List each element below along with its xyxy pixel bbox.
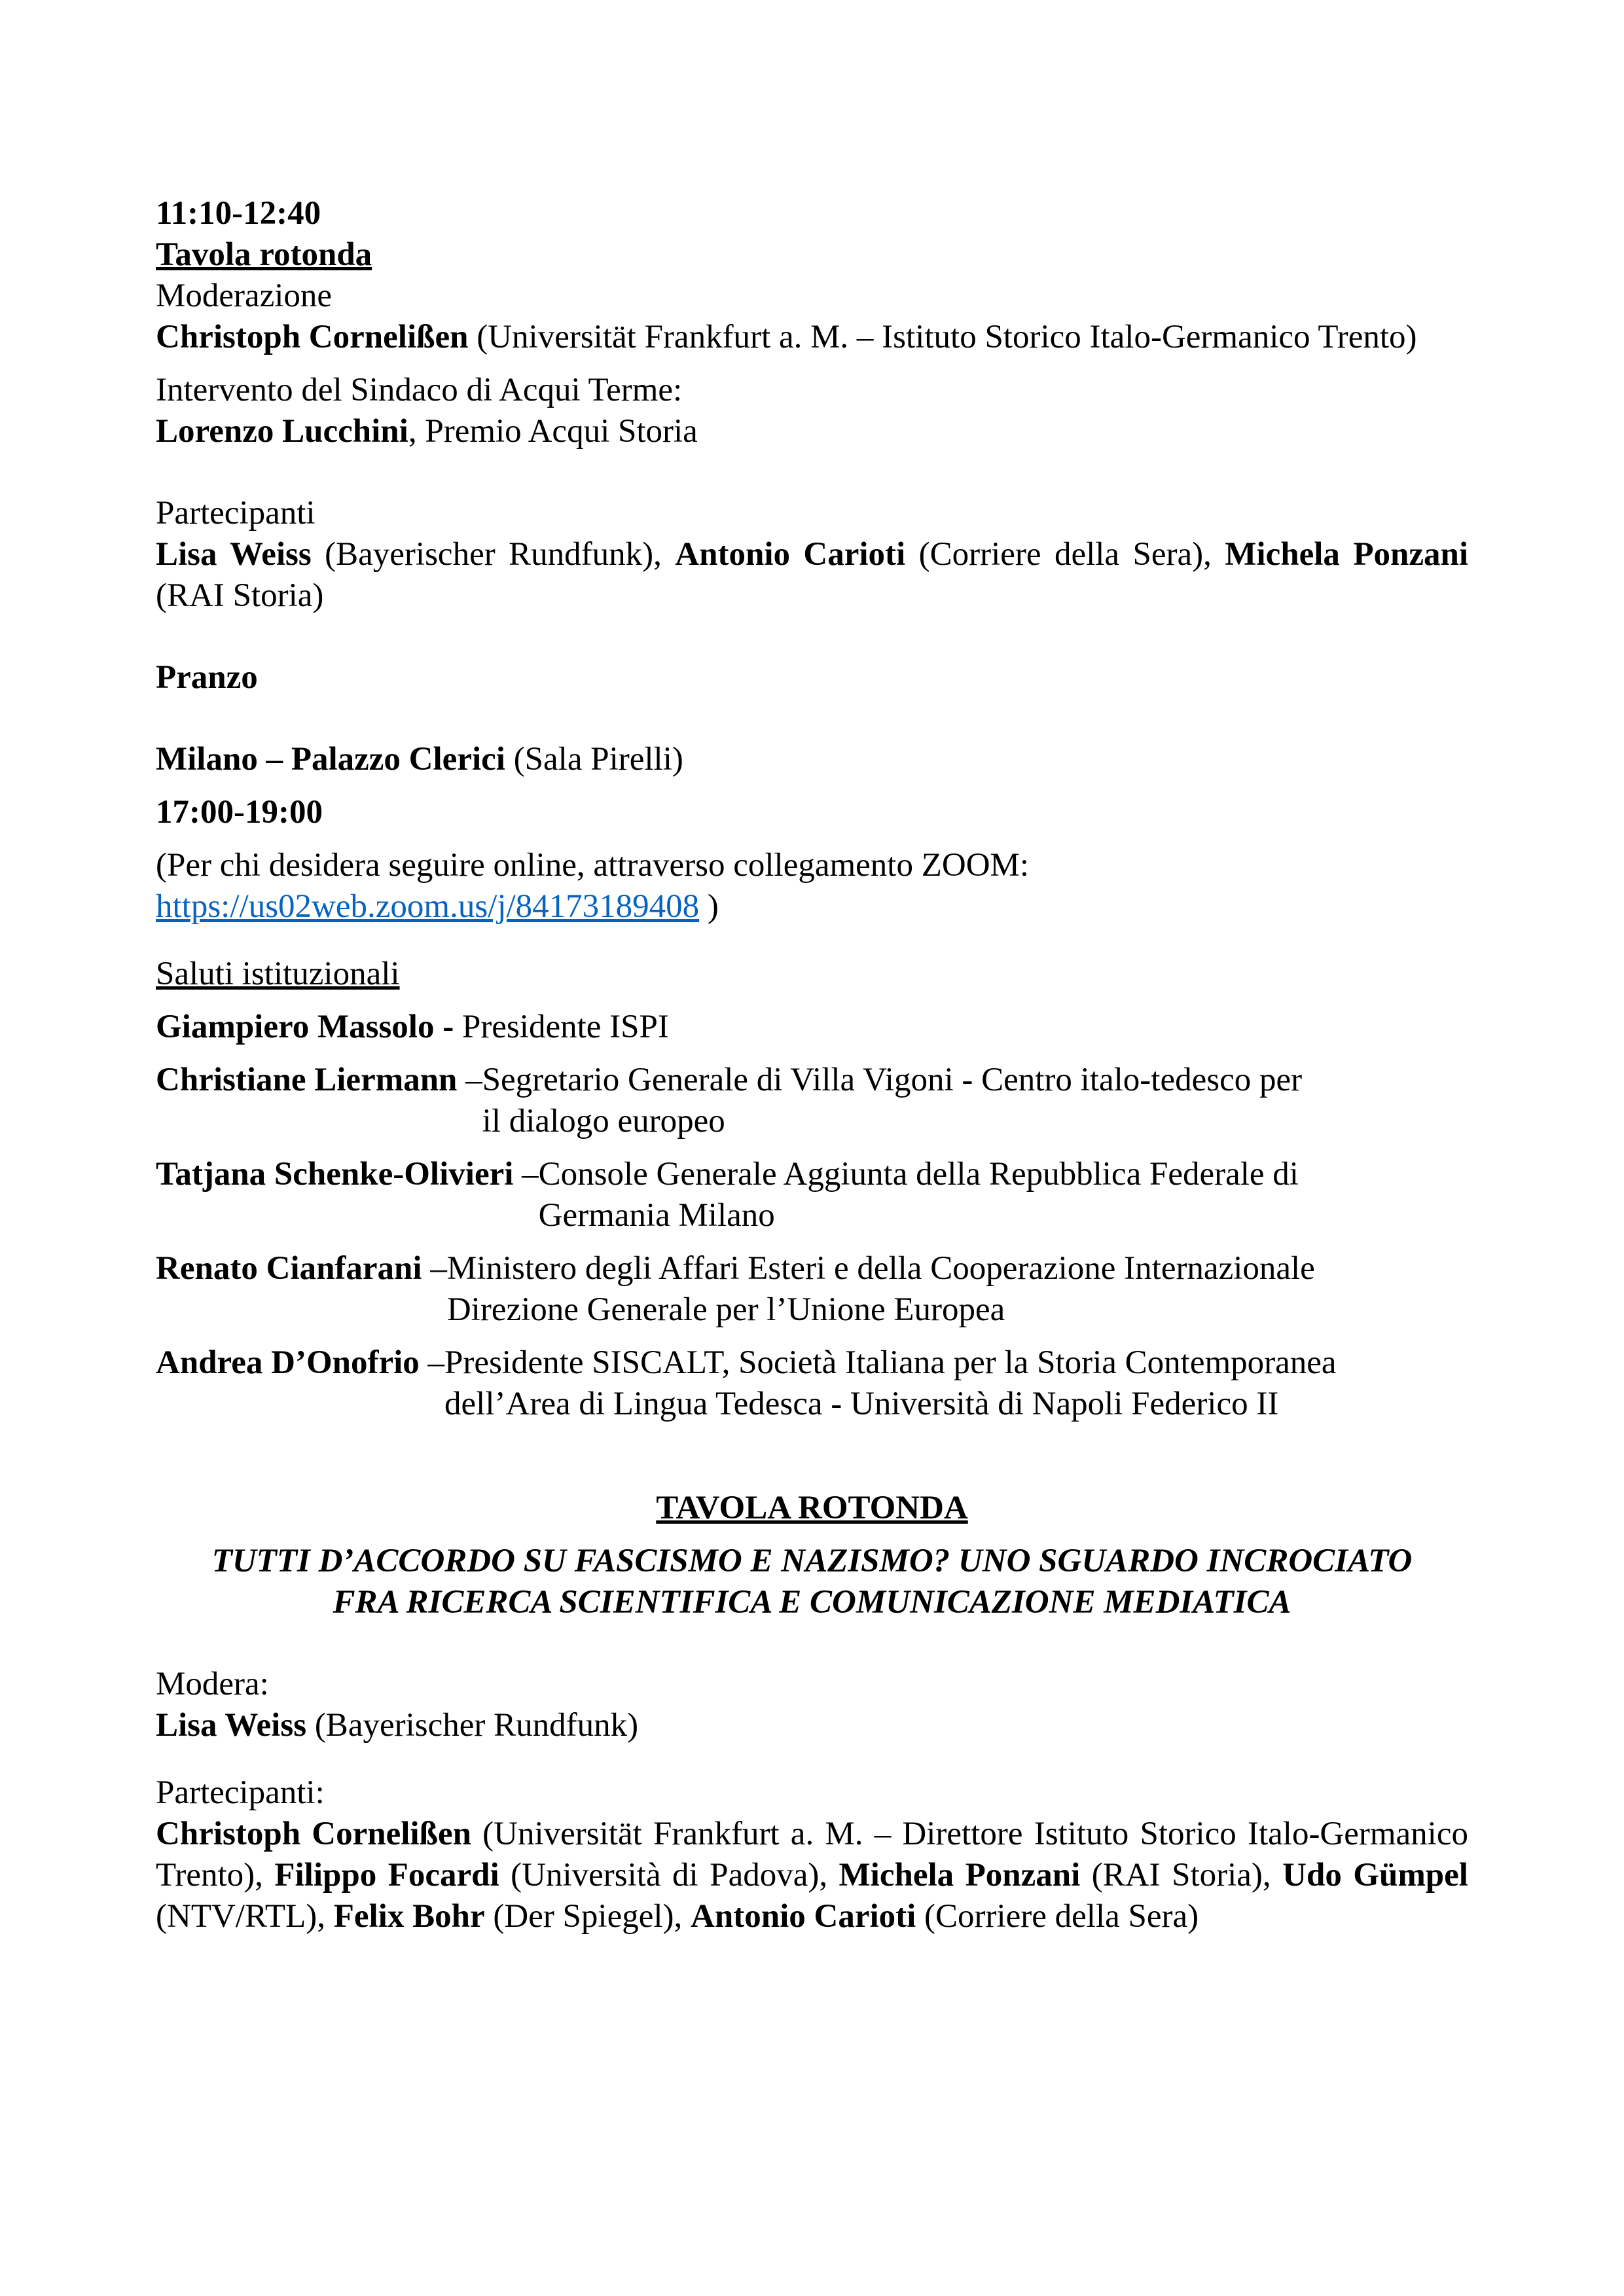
participant-affil: (Corriere della Sera), bbox=[905, 536, 1225, 573]
mayor-name: Lorenzo Lucchini bbox=[156, 413, 408, 450]
roundtable-subtitle-2: FRA RICERCA SCIENTIFICA E COMUNICAZIONE MEDIATICA bbox=[333, 1584, 1291, 1621]
participant-affil: (Università di Padova), bbox=[499, 1857, 839, 1893]
participant-name: Michela Ponzani bbox=[839, 1857, 1081, 1893]
greetings-label: Saluti istituzionali bbox=[156, 956, 400, 992]
mayor-affil: , Premio Acqui Storia bbox=[408, 413, 698, 450]
roundtable-participants-list bbox=[156, 1814, 1468, 1937]
session2-time: 17:00-19:00 bbox=[156, 794, 323, 831]
greeting-row bbox=[156, 1060, 1468, 1142]
greeting-sep: – bbox=[419, 1344, 445, 1381]
lunch-label: Pranzo bbox=[156, 659, 258, 696]
participant-name: Michela Ponzani bbox=[1225, 536, 1469, 573]
greeting-role: Ministero degli Affari Esteri e della Cooperazione Internazionale Direzione Generale per l’Unione Europea bbox=[446, 1250, 1315, 1328]
roundtable-participants-label: Partecipanti: bbox=[156, 1774, 325, 1811]
zoom-link-close: ) bbox=[699, 888, 719, 925]
greeting-name: Andrea D’Onofrio bbox=[156, 1344, 420, 1381]
greeting-sep: – bbox=[422, 1250, 447, 1287]
greeting-role: Presidente ISPI bbox=[461, 1009, 669, 1045]
venue-room: (Sala Pirelli) bbox=[505, 741, 683, 778]
session1-time: 11:10-12:40 bbox=[156, 195, 321, 232]
greeting-name: Giampiero Massolo bbox=[156, 1009, 435, 1045]
participant-name: Antonio Carioti bbox=[691, 1898, 916, 1935]
greeting-role: Console Generale Aggiunta della Repubblica Federale di Germania Milano bbox=[538, 1156, 1299, 1234]
roundtable-moderator-label: Modera: bbox=[156, 1666, 269, 1702]
moderator-name: Christoph Cornelißen bbox=[156, 319, 469, 355]
participants-list bbox=[156, 534, 1468, 617]
document-page bbox=[156, 193, 1468, 1937]
participant-name: Filippo Focardi bbox=[274, 1857, 499, 1893]
greeting-name: Christiane Liermann bbox=[156, 1062, 458, 1098]
zoom-link[interactable]: https://us02web.zoom.us/j/84173189408 bbox=[156, 888, 700, 925]
greeting-name: Tatjana Schenke-Olivieri bbox=[156, 1156, 514, 1193]
participant-name: Christoph Cornelißen bbox=[156, 1816, 471, 1852]
session1-title: Tavola rotonda bbox=[156, 236, 372, 273]
mayor-line bbox=[156, 411, 1468, 452]
participant-affil: (RAI Storia) bbox=[156, 577, 324, 614]
venue-name: Milano – Palazzo Clerici bbox=[156, 741, 505, 778]
roundtable-moderator-affil: (Bayerischer Rundfunk) bbox=[306, 1707, 639, 1744]
roundtable-heading: TAVOLA ROTONDA bbox=[656, 1490, 968, 1526]
participant-affil: (NTV/RTL), bbox=[156, 1898, 334, 1935]
participant-affil: (RAI Storia), bbox=[1080, 1857, 1283, 1893]
participant-affil: (Universität Frankfurt a. M. – Direttore Istituto Storico Italo-Germanico Trento), bbox=[156, 1816, 1468, 1893]
participant-name: Antonio Carioti bbox=[675, 536, 906, 573]
participant-name: Lisa Weiss bbox=[156, 536, 312, 573]
greeting-sep: – bbox=[513, 1156, 539, 1193]
greeting-lead bbox=[156, 1248, 447, 1331]
greeting-lead bbox=[156, 1342, 444, 1425]
greeting-role: Presidente SISCALT, Società Italiana per la Storia Contemporanea dell’Area di Lingua Tedesca - Università di Napoli Federico II bbox=[444, 1344, 1337, 1422]
greeting-sep: – bbox=[457, 1062, 482, 1098]
moderator-line bbox=[156, 317, 1468, 358]
greeting-role: Segretario Generale di Villa Vigoni - Centro italo-tedesco per il dialogo europeo bbox=[482, 1062, 1303, 1139]
roundtable-subtitle-1: TUTTI D’ACCORDO SU FASCISMO E NAZISMO? UNO SGUARDO INCROCIATO bbox=[211, 1543, 1413, 1579]
greeting-row bbox=[156, 1154, 1468, 1236]
greeting-row bbox=[156, 1342, 1468, 1425]
intervention-label: Intervento del Sindaco di Acqui Terme: bbox=[156, 372, 683, 408]
greeting-lead bbox=[156, 1154, 539, 1236]
greeting-row bbox=[156, 1248, 1468, 1331]
online-text: (Per chi desidera seguire online, attraverso collegamento ZOOM: bbox=[156, 847, 1030, 884]
greeting-name: Renato Cianfarani bbox=[156, 1250, 422, 1287]
moderator-affil: (Universität Frankfurt a. M. – Istituto Storico Italo-Germanico Trento) bbox=[477, 319, 1417, 355]
greeting-sep: - bbox=[434, 1009, 462, 1045]
greeting-lead bbox=[156, 1060, 482, 1142]
moderation-label: Moderazione bbox=[156, 278, 333, 314]
zoom-line bbox=[156, 886, 1468, 927]
participant-affil: (Der Spiegel), bbox=[484, 1898, 691, 1935]
participants-label: Partecipanti bbox=[156, 495, 316, 531]
roundtable-moderator-line bbox=[156, 1705, 1468, 1746]
venue-line bbox=[156, 739, 1468, 780]
participant-affil: (Bayerischer Rundfunk), bbox=[311, 536, 676, 573]
roundtable-moderator-name: Lisa Weiss bbox=[156, 1707, 307, 1744]
greeting-row bbox=[156, 1007, 1468, 1048]
participant-affil: (Corriere della Sera) bbox=[916, 1898, 1199, 1935]
participant-name: Felix Bohr bbox=[333, 1898, 485, 1935]
participant-name: Udo Gümpel bbox=[1282, 1857, 1468, 1893]
